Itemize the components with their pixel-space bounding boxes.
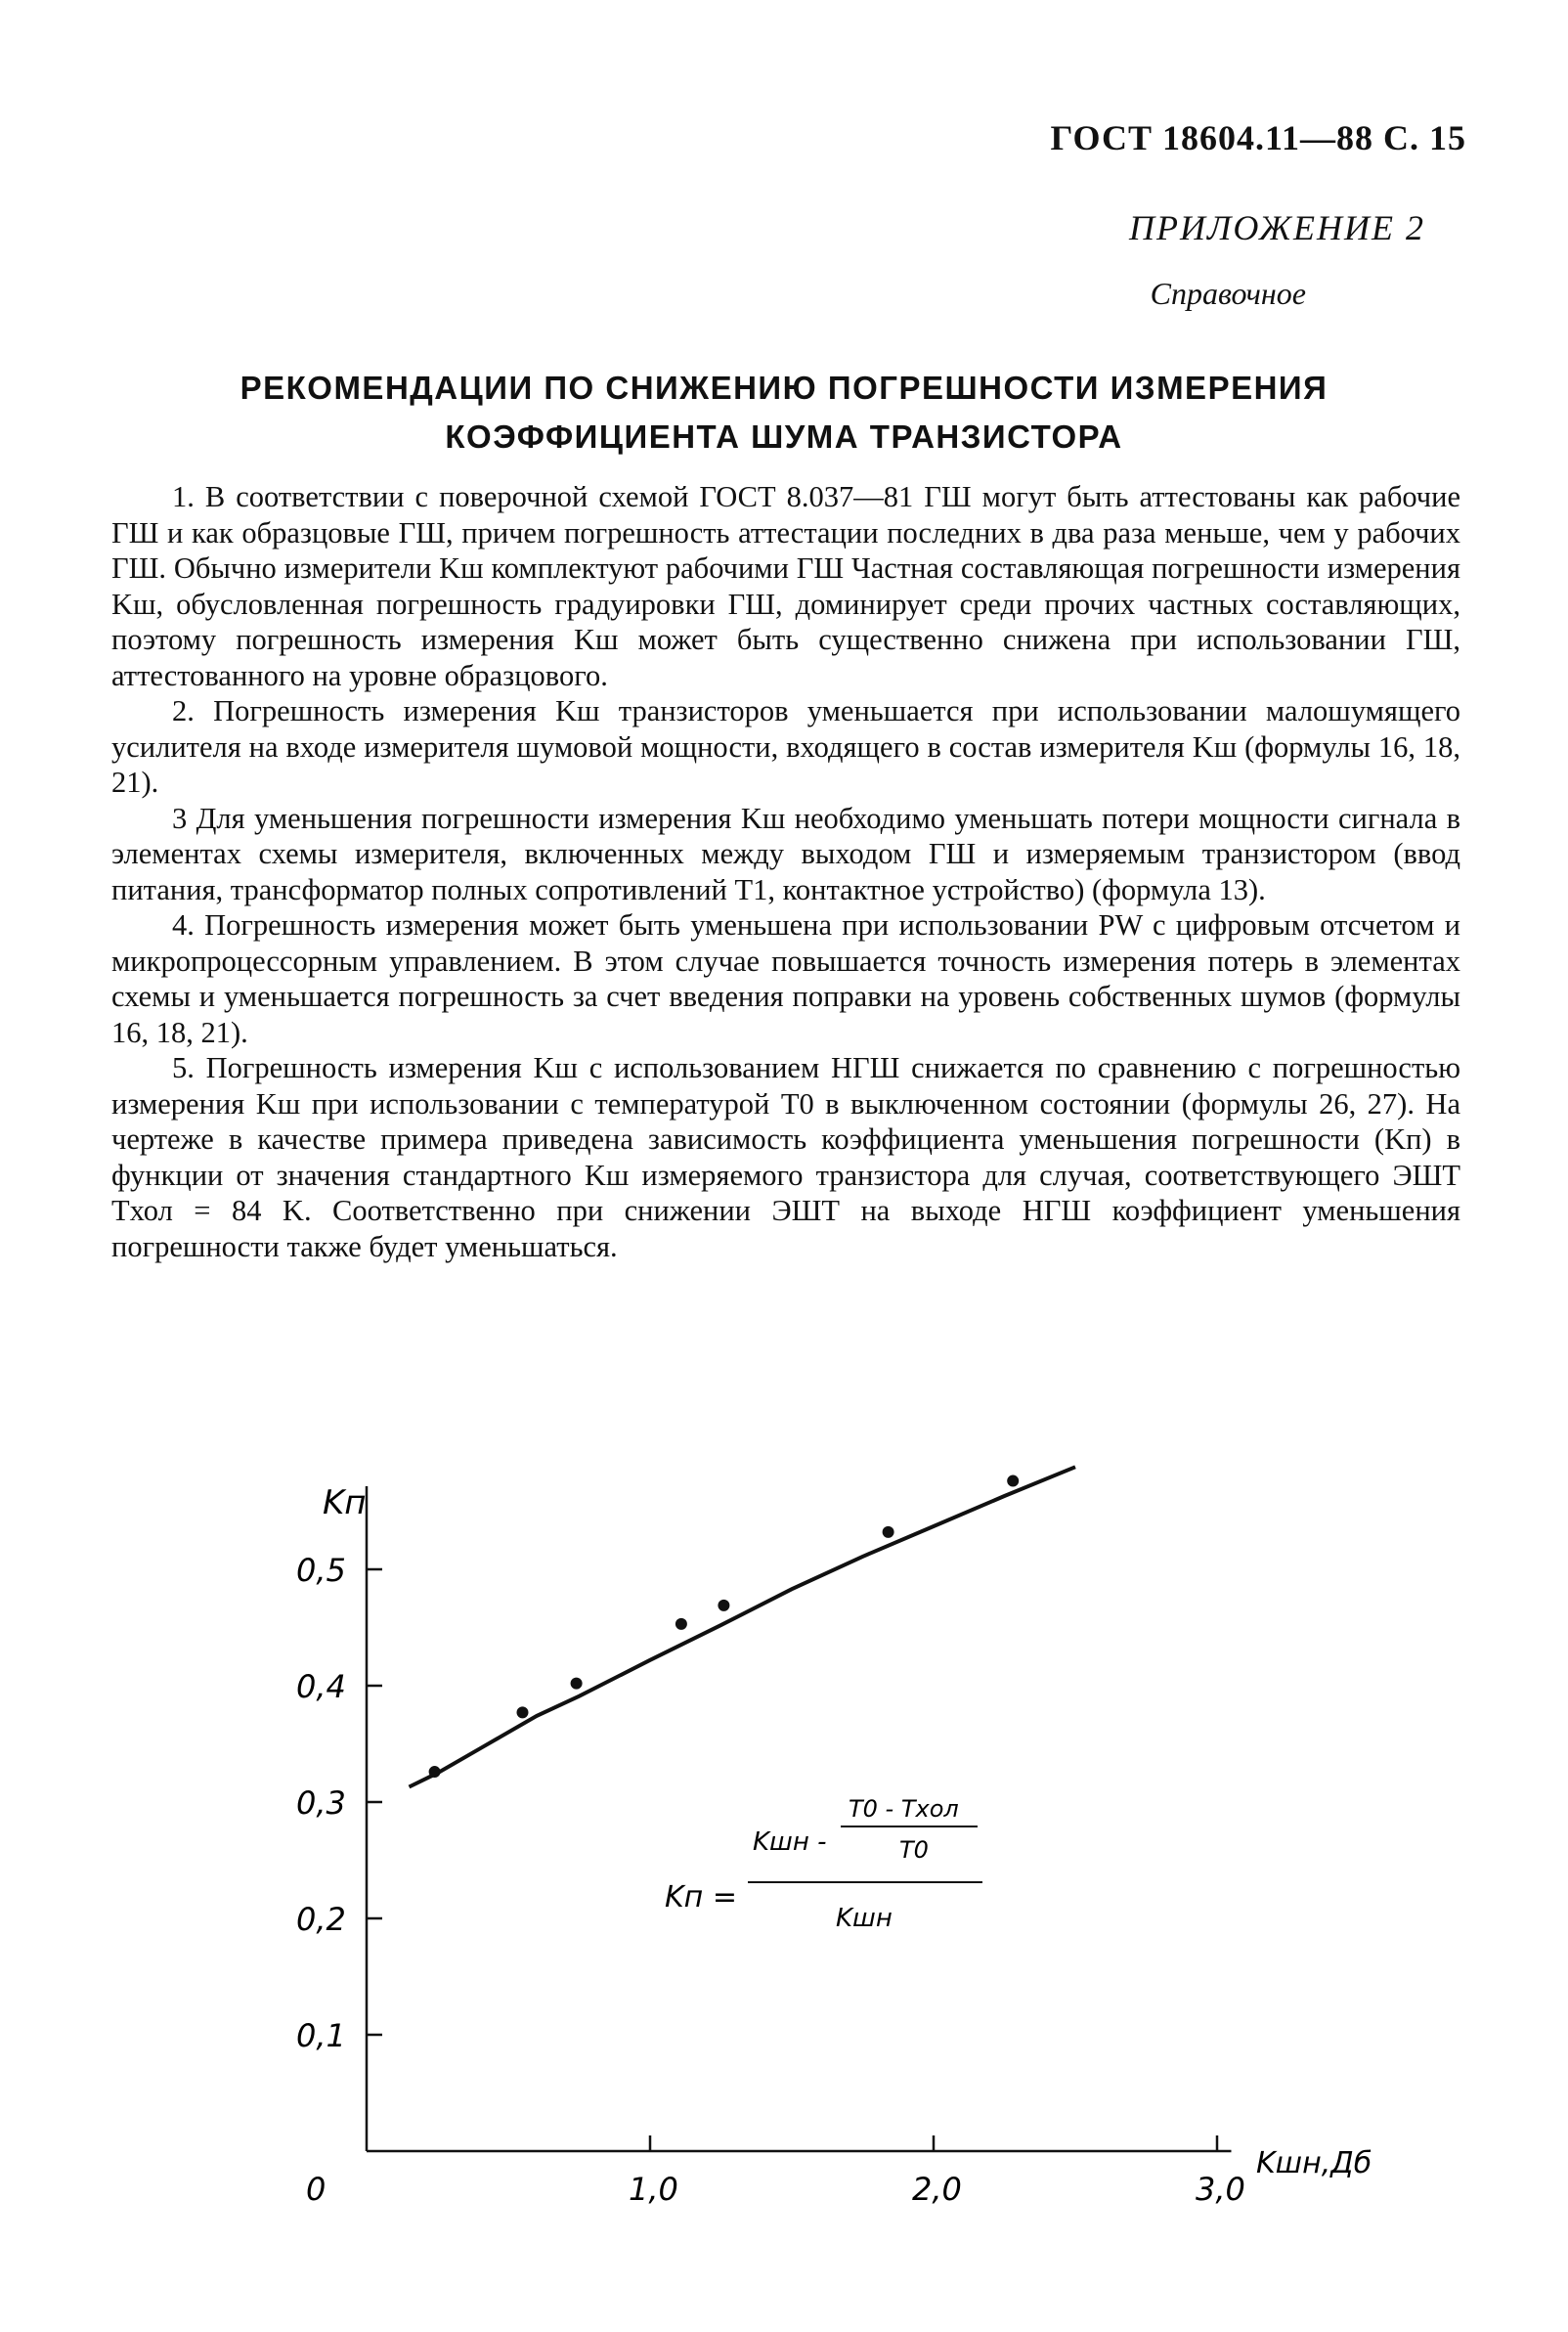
data-point bbox=[571, 1678, 583, 1690]
appendix-kind: Справочное bbox=[1150, 276, 1306, 311]
y-tick-label: 0,2 bbox=[296, 1901, 346, 1938]
y-tick-label: 0,4 bbox=[296, 1668, 346, 1705]
series-line bbox=[410, 1467, 1076, 1786]
paragraph-3: 3 Для уменьшения погрешности измерения Kш необходимо уменьшать потери мощности сигнала в элементах схемы измерителя, включенных между выходом ГШ и измеряемым транзистором (ввод питания, трансформатор полных сопротивлений T1, контактное устройство) (формула 13). bbox=[111, 801, 1460, 906]
data-point bbox=[1007, 1475, 1019, 1487]
data-point bbox=[517, 1706, 529, 1718]
y-tick-label: 0,3 bbox=[296, 1784, 346, 1822]
x-axis-label: Kшн,Дб bbox=[1256, 2146, 1372, 2180]
x-tick-label: 2,0 bbox=[912, 2171, 962, 2208]
running-head: ГОСТ 18604.11—88 С. 15 bbox=[1050, 118, 1466, 157]
data-point bbox=[883, 1526, 894, 1538]
formula bbox=[665, 1795, 982, 1933]
document-title bbox=[0, 364, 1568, 462]
data-point bbox=[429, 1766, 441, 1778]
x-tick-label: 1,0 bbox=[629, 2171, 678, 2208]
chart-points bbox=[429, 1475, 1020, 1779]
data-point bbox=[718, 1600, 729, 1611]
x-tick-label: 3,0 bbox=[1196, 2171, 1245, 2208]
y-tick-label: 0,5 bbox=[296, 1552, 346, 1589]
formula-inner-denominator: T0 bbox=[899, 1836, 929, 1864]
chart bbox=[283, 1447, 1372, 2234]
title-line-1: РЕКОМЕНДАЦИИ ПО СНИЖЕНИЮ ПОГРЕШНОСТИ ИЗМЕРЕНИЯ bbox=[240, 370, 1328, 406]
chart-curve bbox=[410, 1467, 1076, 1786]
y-axis-label: Kп bbox=[323, 1483, 367, 1522]
title-line-2: КОЭФФИЦИЕНТА ШУМА ТРАНЗИСТОРА bbox=[445, 418, 1123, 455]
paragraph-1: 1. В соответствии с поверочной схемой ГОСТ 8.037—81 ГШ могут быть аттестованы как рабочие ГШ и как образцовые ГШ, причем погрешность аттестации последних в два раза меньше, чем у рабочих ГШ. Обычно измерители Kш комплектуют рабочими ГШ Частная составляющая погрешности измерения Kш, обусловленная погрешность градуировки ГШ, доминирует среди прочих частных составляющих, поэтому погрешность измерения Kш может быть существенно снижена при использовании ГШ, аттестованного на уровне образцового. bbox=[111, 480, 1460, 692]
body-text bbox=[111, 479, 1460, 1264]
formula-lhs: Kп = bbox=[665, 1880, 737, 1914]
paragraph-5: 5. Погрешность измерения Kш с использованием НГШ снижается по сравнению с погрешностью измерения Kш при использовании с температурой T0 в выключенном состоянии (формулы 26, 27). На чертеже в качестве примера приведена зависимость коэффициента уменьшения погрешности (Kп) в функции от значения стандартного Kш измеряемого транзистора для случая, соответствующего ЭШТ Tхол = 84 K. Соответственно при снижении ЭШТ на выходе НГШ коэффициент уменьшения погрешности также будет уменьшаться. bbox=[111, 1051, 1460, 1263]
formula-numerator-term: Kшн - bbox=[753, 1827, 827, 1857]
formula-denominator: Kшн bbox=[836, 1904, 893, 1933]
data-point bbox=[675, 1618, 687, 1630]
paragraph-2: 2. Погрешность измерения Kш транзисторов уменьшается при использовании малошумящего усилителя на входе измерителя шумовой мощности, входящего в состав измерителя Kш (формулы 16, 18, 21). bbox=[111, 694, 1460, 799]
x-tick-label: 0 bbox=[306, 2171, 327, 2208]
chart-svg bbox=[283, 1447, 1372, 2229]
appendix-label: ПРИЛОЖЕНИЕ 2 bbox=[1129, 208, 1425, 247]
paragraph-4: 4. Погрешность измерения может быть уменьшена при использовании PW с цифровым отсчетом и микропроцессорным управлением. В этом случае повышается точность измерения потерь в элементах схемы и уменьшается погрешность за счет введения поправки на уровень собственных шумов (формулы 16, 18, 21). bbox=[111, 908, 1460, 1049]
y-tick-label: 0,1 bbox=[296, 2017, 346, 2054]
chart-ticks bbox=[296, 1552, 1245, 2208]
formula-inner-numerator: T0 - Tхол bbox=[849, 1795, 959, 1823]
